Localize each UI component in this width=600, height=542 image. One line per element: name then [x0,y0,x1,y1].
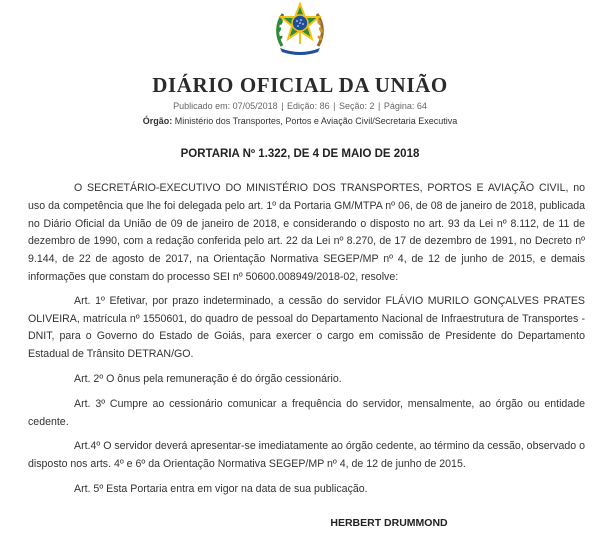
article-5-paragraph: Art. 5º Esta Portaria entra em vigor na data de sua publicação. [74,482,368,495]
article-1-paragraph: Art. 1º Efetivar, por prazo indeterminado, a cessão do servidor FLÁVIO MURILO GONÇALVES PRATES OLIVEIRA, matrícula nº 1550601, do quadro de pessoal do Departamento Nacional de Infraestrutura de Transportes - DNIT, para o Governo do Estado de Goiás, para exercer o cargo em comissão de Presidente do Departamento Estadual de Trânsito DETRAN/GO. [28,294,585,361]
article-4-paragraph: Art.4º O servidor deverá apresentar-se imediatamente ao órgão cedente, ao término da cessão, observado o disposto nos arts. 4º e 6º da Orientação Normativa SEGEP/MP nº 4, de 12 de junho de 2015. [28,440,585,471]
article-2-paragraph: Art. 2º O ônus pela remuneração é do órgão cessionário. [74,372,342,385]
publication-title: DIÁRIO OFICIAL DA UNIÃO [152,73,448,97]
document-heading: PORTARIA Nº 1.322, DE 4 DE MAIO DE 2018 [180,148,420,160]
publication-info [0,101,600,111]
info-separator: | [281,101,284,111]
preamble-paragraph: O SECRETÁRIO-EXECUTIVO DO MINISTÉRIO DOS TRANSPORTES, PORTOS E AVIAÇÃO CIVIL, no uso da competência que lhe foi delegada pelo art. 1º da Portaria GM/MTPA nº 06, de 08 de janeiro de 2018, publicada no Diário Oficial da União de 09 de janeiro de 2018, e considerando o disposto no art. 93 da Lei nº 8.112, de 11 de dezembro de 1990, com a redação conferida pelo art. 22 da Lei nº 8.270, de 17 de dezembro de 1991, no Decreto nº 9.144, de 22 de agosto de 2017, na Orientação Normativa SEGEP/MP nº 4, de 12 de junho de 2015, e demais informações que constam do processo SEI nº 50600.008949/2018-02, resolve: [28,182,585,283]
document-body [28,180,585,506]
organ-line [0,116,600,126]
page-number: Página: 64 [383,101,427,111]
edition-number: Edição: 86 [287,101,330,111]
article-3-paragraph: Art. 3º Cumpre ao cessionário comunicar a frequência do servidor, mensalmente, ao órgão ou entidade cedente. [28,397,585,428]
info-separator: | [333,101,336,111]
section-number: Seção: 2 [338,101,375,111]
coat-of-arms-icon [274,2,326,56]
organ-value: Ministério dos Transportes, Portos e Aviação Civil/Secretaria Executiva [174,116,458,126]
info-separator: | [378,101,381,111]
signatory-name: HERBERT DRUMMOND [330,517,448,529]
organ-label: Órgão: [142,116,173,126]
published-date: Publicado em: 07/05/2018 [173,101,278,111]
